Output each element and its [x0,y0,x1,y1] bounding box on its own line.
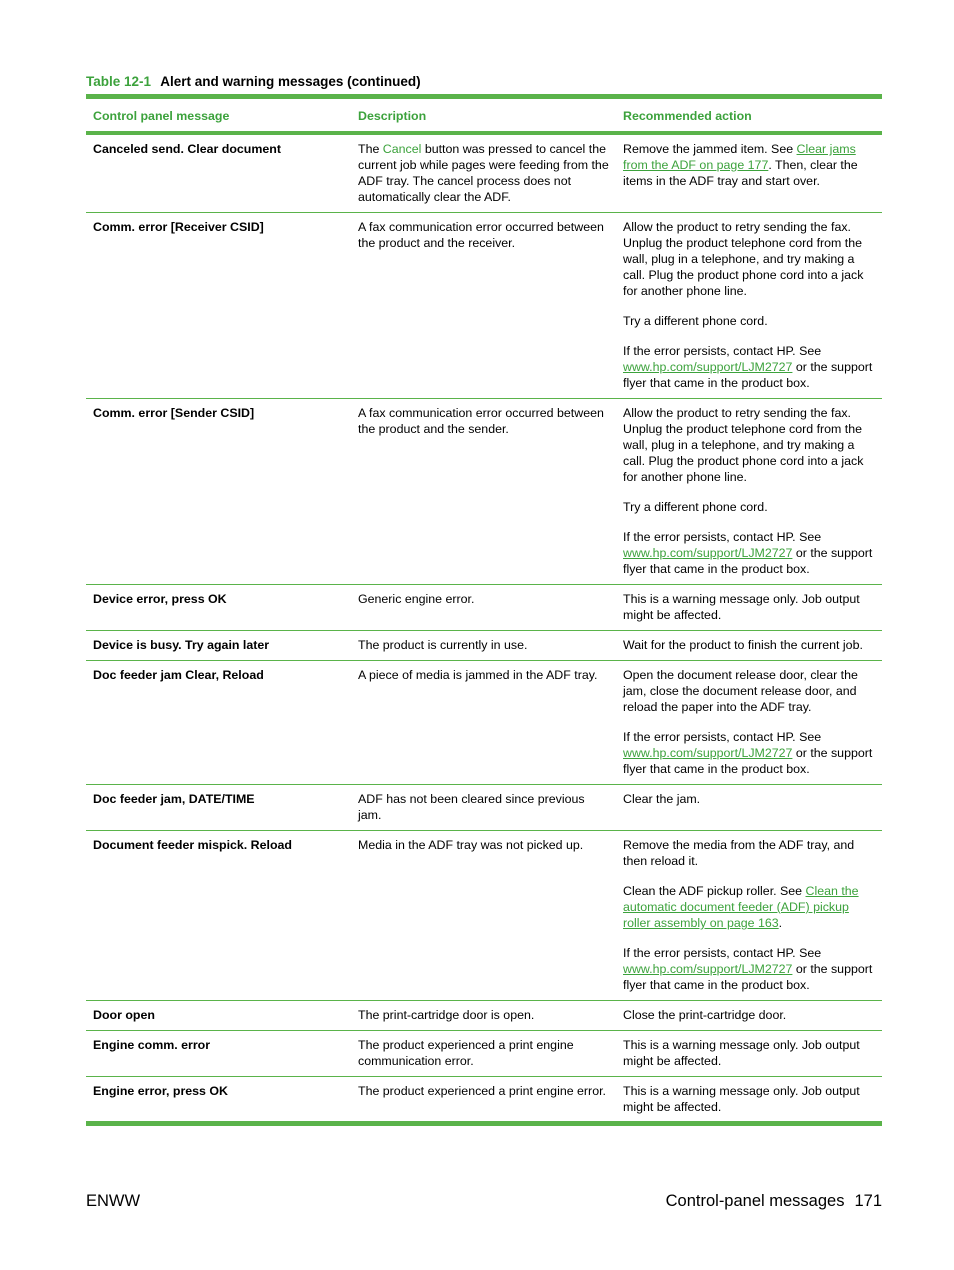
table-row [86,133,882,213]
action-text: This is a warning message only. Job output might be affected. [623,592,860,622]
description-text: button was pressed to cancel the current job while pages were feeding from the ADF tray. The cancel process does not automatically clear the ADF. [358,142,609,204]
recommended-action-cell [616,661,882,785]
action-paragraph [623,1083,875,1115]
description-cell [351,1031,616,1077]
footer-section-title: Control-panel messages [665,1192,845,1210]
table-row [86,1077,882,1124]
action-text: This is a warning message only. Job output might be affected. [623,1084,860,1114]
control-panel-message: Engine error, press OK [86,1077,351,1124]
description-text: Media in the ADF tray was not picked up. [358,838,584,852]
recommended-action-cell [616,831,882,1001]
description-text: The product experienced a print engine error. [358,1084,606,1098]
description-text: A fax communication error occurred between the product and the sender. [358,406,604,436]
cross-reference-link[interactable]: www.hp.com/support/LJM2727 [623,360,793,374]
control-panel-message: Doc feeder jam Clear, Reload [86,661,351,785]
description-cell [351,1001,616,1031]
control-panel-message: Device is busy. Try again later [86,631,351,661]
description-text: The [358,142,383,156]
action-paragraph [623,313,875,329]
cross-reference-link[interactable]: www.hp.com/support/LJM2727 [623,962,793,976]
description-cell [351,785,616,831]
table-row [86,585,882,631]
control-panel-message: Doc feeder jam, DATE/TIME [86,785,351,831]
table-row [86,631,882,661]
action-text: or the support flyer that came in the product box. [623,546,873,576]
table-title: Alert and warning messages (continued) [160,74,421,89]
description-cell [351,399,616,585]
table-number: Table 12-1 [86,74,152,89]
recommended-action-cell [616,785,882,831]
cross-reference-link[interactable]: www.hp.com/support/LJM2727 [623,746,793,760]
description-cell [351,661,616,785]
page-number: 171 [854,1192,882,1210]
action-text: If the error persists, contact HP. See [623,946,822,960]
cross-reference-link[interactable]: www.hp.com/support/LJM2727 [623,546,793,560]
description-cell [351,1077,616,1124]
description-text: The print-cartridge door is open. [358,1008,535,1022]
control-panel-message: Comm. error [Receiver CSID] [86,213,351,399]
recommended-action-cell [616,1077,882,1124]
table-row [86,831,882,1001]
action-paragraph [623,837,875,869]
recommended-action-cell [616,213,882,399]
action-paragraph [623,729,875,777]
action-text: If the error persists, contact HP. See [623,530,822,544]
table-row [86,1031,882,1077]
recommended-action-cell [616,1031,882,1077]
action-text: If the error persists, contact HP. See [623,730,822,744]
recommended-action-cell [616,631,882,661]
table-body [86,133,882,1124]
footer-right [666,1192,882,1211]
action-paragraph [623,499,875,515]
table-row [86,661,882,785]
control-panel-message: Engine comm. error [86,1031,351,1077]
action-paragraph [623,945,875,993]
action-text: If the error persists, contact HP. See [623,344,822,358]
control-panel-message: Door open [86,1001,351,1031]
description-text: The product is currently in use. [358,638,528,652]
description-text: ADF has not been cleared since previous jam. [358,792,585,822]
action-text: Allow the product to retry sending the fax. Unplug the product telephone cord from the wall, plug in a telephone, and try making a call. Plug the product phone cord into a jack for another phone line. [623,406,864,484]
description-text: A piece of media is jammed in the ADF tray. [358,668,598,682]
ui-button-name: Cancel [382,142,422,156]
action-text: or the support flyer that came in the product box. [623,360,873,390]
action-paragraph [623,529,875,577]
cross-reference-link[interactable]: Clean the automatic document feeder (ADF) pickup roller assembly on page 163 [623,884,859,930]
action-paragraph [623,1007,875,1023]
table-row [86,213,882,399]
action-text: Open the document release door, clear the jam, close the document release door, and reload the paper into the ADF tray. [623,668,858,714]
description-text: The product experienced a print engine communication error. [358,1038,574,1068]
control-panel-message: Device error, press OK [86,585,351,631]
description-text: A fax communication error occurred between the product and the receiver. [358,220,604,250]
recommended-action-cell [616,133,882,213]
table-caption [86,74,421,89]
header-description: Description [351,97,616,134]
description-cell [351,631,616,661]
description-text: Generic engine error. [358,592,475,606]
action-text: Allow the product to retry sending the fax. Unplug the product telephone cord from the wall, plug in a telephone, and try making a call. Plug the product phone cord into a jack for another phone line. [623,220,864,298]
action-text: or the support flyer that came in the product box. [623,962,873,992]
action-text: . [778,916,783,930]
description-cell [351,585,616,631]
action-paragraph [623,667,875,715]
footer-enww: ENWW [86,1192,141,1210]
action-text: Try a different phone cord. [623,500,768,514]
action-text: or the support flyer that came in the product box. [623,746,873,776]
action-text: Clear the jam. [623,792,701,806]
recommended-action-cell [616,1001,882,1031]
action-text: Try a different phone cord. [623,314,768,328]
action-text: Close the print-cartridge door. [623,1008,787,1022]
cross-reference-link[interactable]: Clear jams from the ADF on page 177 [623,142,856,172]
recommended-action-cell [616,399,882,585]
table-row [86,785,882,831]
alert-messages-table [86,94,882,1126]
recommended-action-cell [616,585,882,631]
control-panel-message: Document feeder mispick. Reload [86,831,351,1001]
description-cell [351,213,616,399]
table-row [86,1001,882,1031]
control-panel-message: Canceled send. Clear document [86,133,351,213]
action-text: This is a warning message only. Job output might be affected. [623,1038,860,1068]
header-recommended-action: Recommended action [616,97,882,134]
action-paragraph [623,1037,875,1069]
action-paragraph [623,405,875,485]
action-text: . Then, clear the items in the ADF tray and start over. [623,158,858,188]
action-paragraph [623,883,875,931]
action-paragraph [623,791,875,807]
action-text: Remove the media from the ADF tray, and then reload it. [623,838,855,868]
action-paragraph [623,591,875,623]
description-cell [351,133,616,213]
header-control-panel-message: Control panel message [86,97,351,134]
action-paragraph [623,343,875,391]
description-cell [351,831,616,1001]
action-paragraph [623,637,875,653]
control-panel-message: Comm. error [Sender CSID] [86,399,351,585]
action-paragraph [623,219,875,299]
action-paragraph [623,141,875,189]
table-header-row [86,97,882,134]
action-text: Clean the ADF pickup roller. See [623,884,806,898]
action-text: Wait for the product to finish the current job. [623,638,863,652]
table-row [86,399,882,585]
action-text: Remove the jammed item. See [623,142,797,156]
